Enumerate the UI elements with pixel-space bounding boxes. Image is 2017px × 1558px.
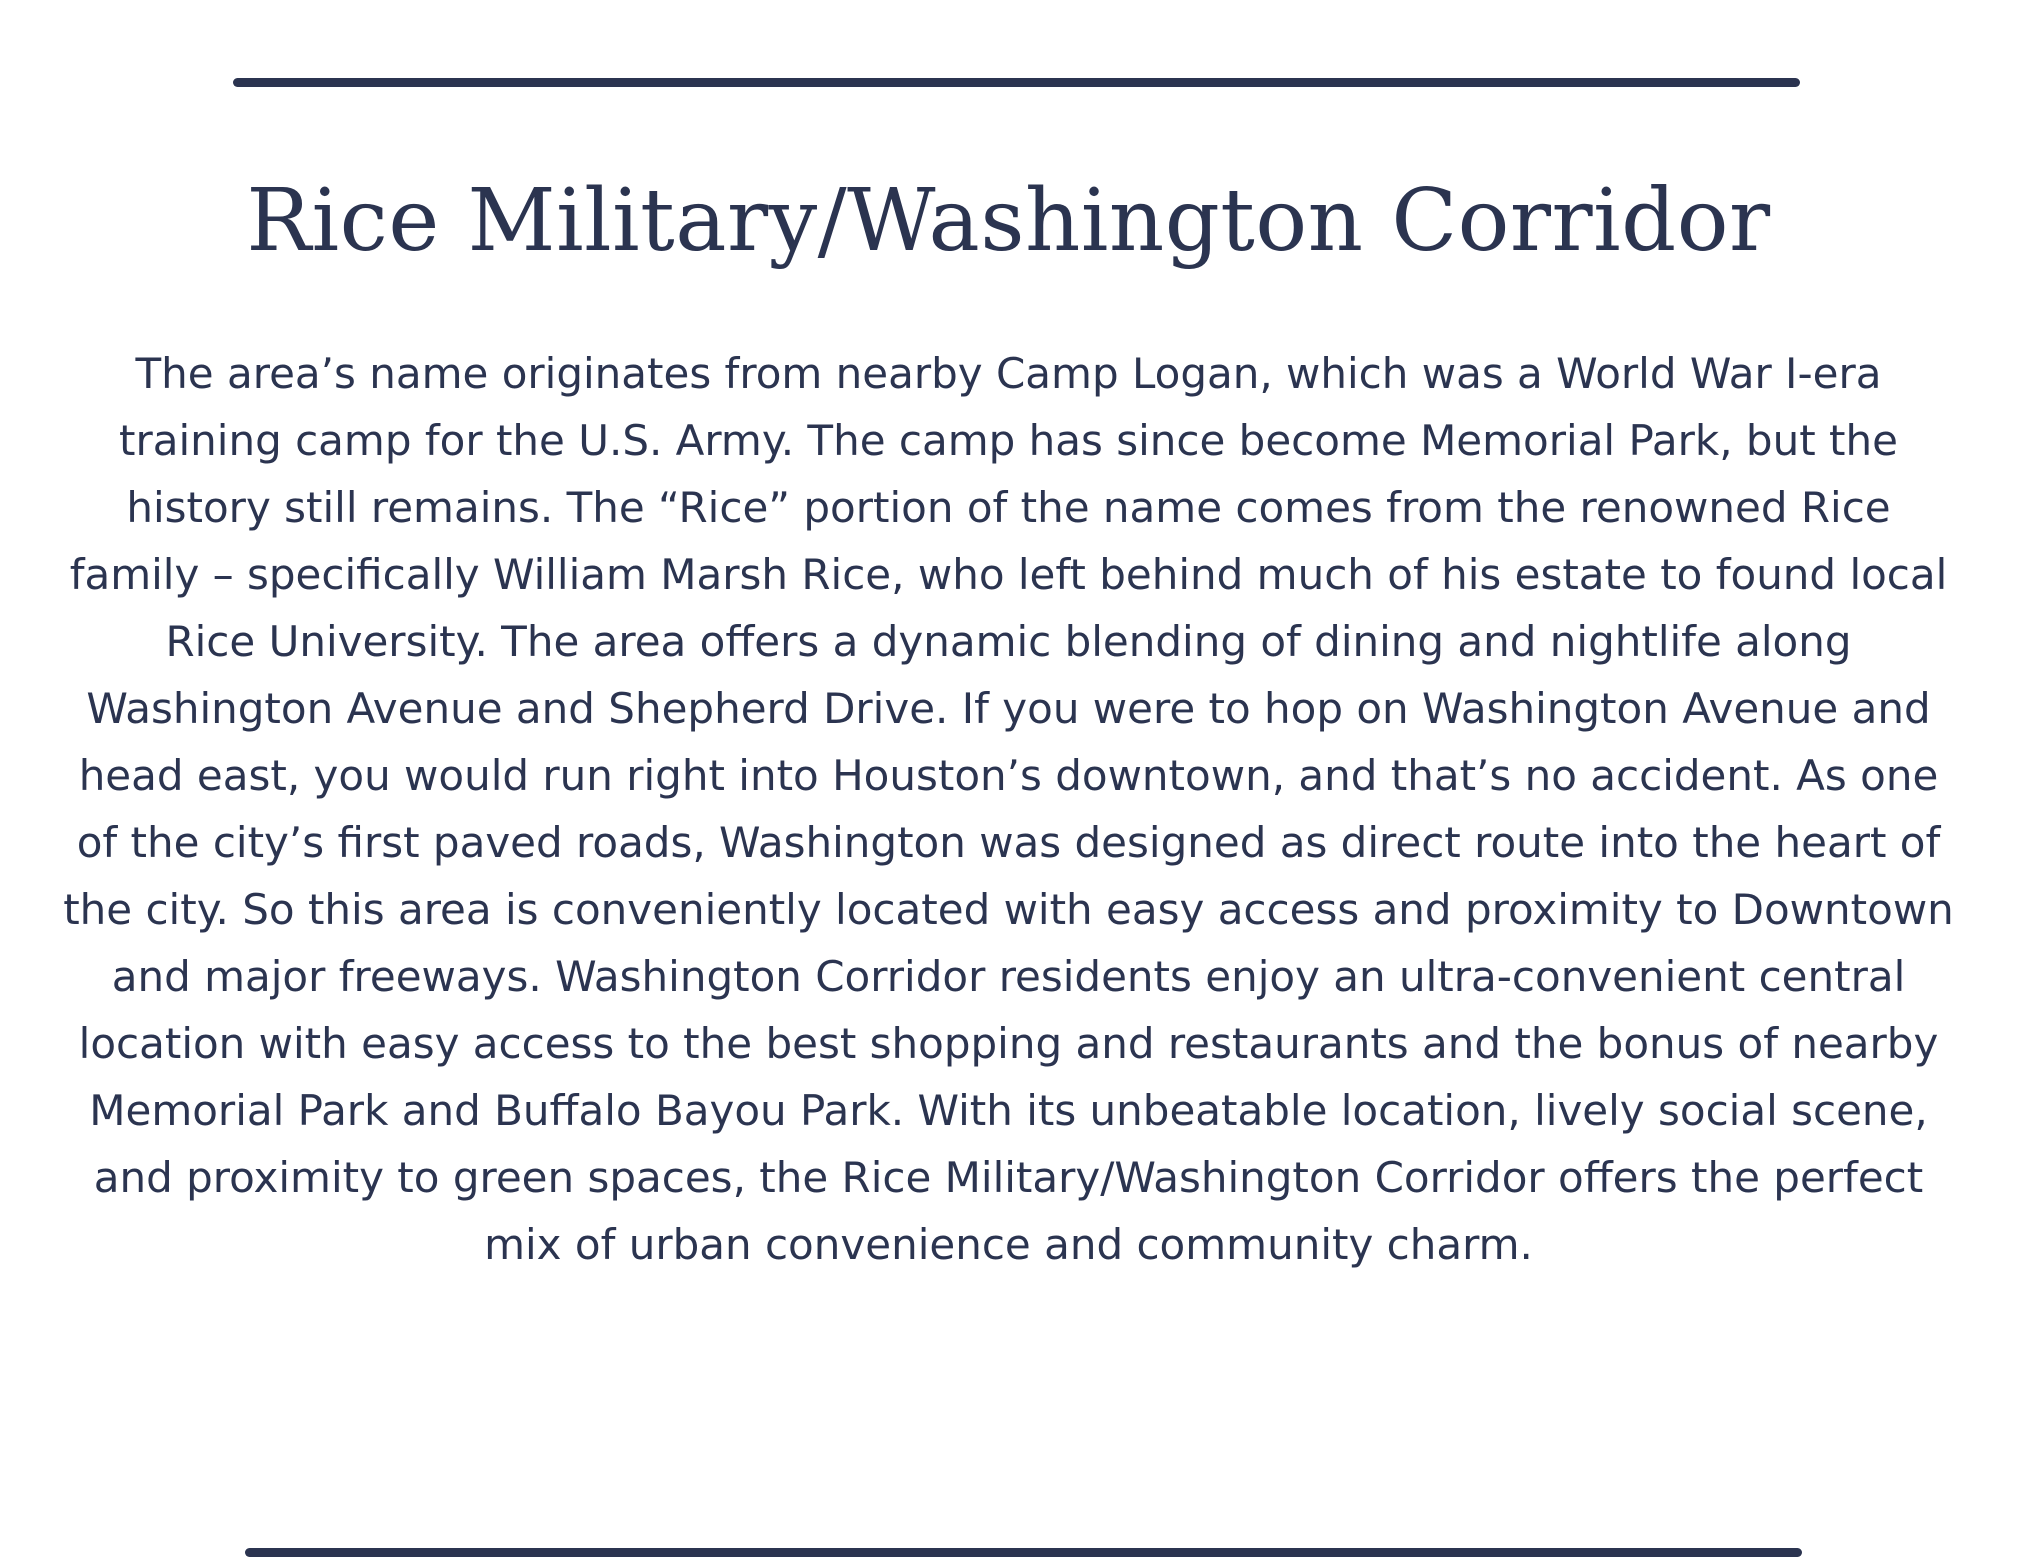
body-paragraph: The area’s name originates from nearby Camp Logan, which was a World War I-era training camp for the U.S. Army. The camp has since become Memorial Park, but the history still remains. The “Rice” portion of the name comes from the renowned Rice family – specifically William Marsh Rice, who left behind much of his estate to found local Rice University. The area offers a dynamic blending of dining and nightlife along Washington Avenue and Shepherd Drive. If you were to hop on Washington Avenue and head east, you would run right into Houston’s downtown, and that’s no accident. As one of the city’s first paved roads, Washington was designed as direct route into the heart of the city. So this area is conveniently located with easy access and proximity to Downtown and major freeways. Washington Corridor residents enjoy an ultra-convenient central location with easy access to the best shopping and restaurants and the bonus of nearby Memorial Park and Buffalo Bayou Park. With its unbeatable location, lively social scene, and proximity to green spaces, the Rice Military/Washington Corridor offers the perfect mix of urban convenience and community charm.	[63, 349, 1954, 1269]
top-divider	[233, 78, 1800, 87]
page-title: Rice Military/Washington Corridor	[246, 171, 1771, 271]
bottom-divider	[245, 1548, 1802, 1557]
